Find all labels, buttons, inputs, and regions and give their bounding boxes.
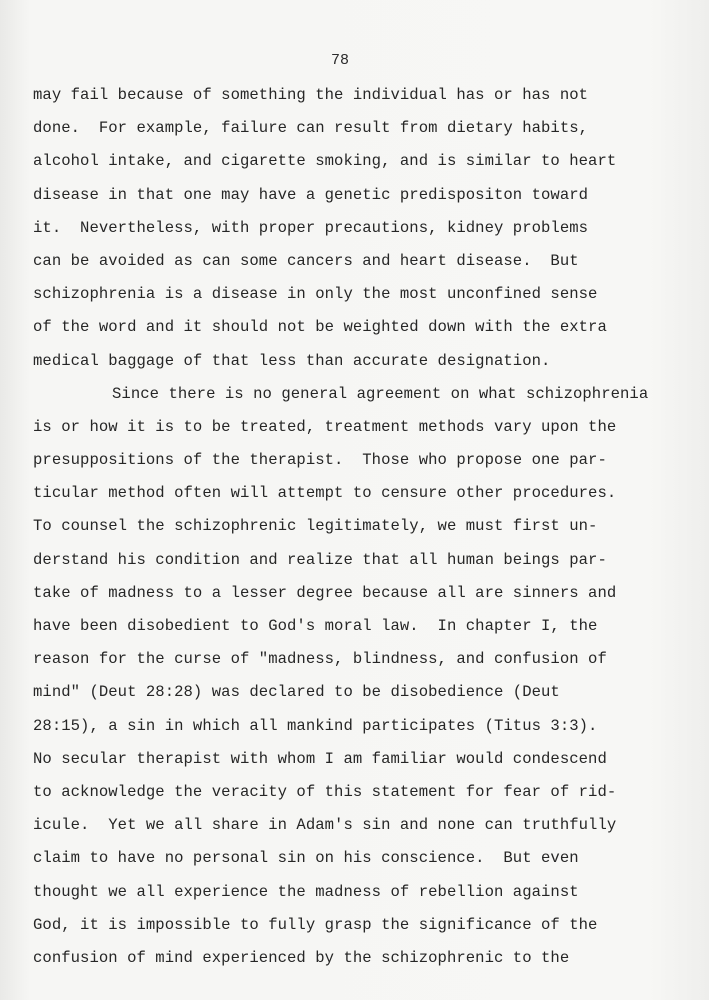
text-line: have been disobedient to God's moral law. In chapter I, the [33,617,598,635]
text-line: To counsel the schizophrenic legitimately, we must first un- [33,517,598,536]
text-line: 28:15), a sin in which all mankind participates (Titus 3:3). [33,716,598,735]
text-line: is or how it is to be treated, treatment methods vary upon the [33,417,617,436]
text-line: done. For example, failure can result from dietary habits, [33,119,589,138]
text-line: God, it is impossible to fully grasp the significance of the [33,915,598,934]
text-line: to acknowledge the veracity of this statement for fear of rid- [33,782,617,801]
paragraph-start-line: Since there is no general agreement on what schizophrenia [112,384,649,403]
text-line: derstand his condition and realize that all human beings par- [33,550,607,569]
text-line: ticular method often will attempt to censure other procedures. [33,484,617,503]
text-line: can be avoided as can some cancers and heart disease. But [33,251,579,270]
text-line: mind" (Deut 28:28) was declared to be disobedience (Deut [33,683,560,702]
text-line: it. Nevertheless, with proper precautions, kidney problems [33,218,589,237]
text-line: reason for the curse of "madness, blindness, and confusion of [33,650,607,669]
text-line: presuppositions of the therapist. Those who propose one par- [33,451,607,470]
text-line: disease in that one may have a genetic predispositon toward [33,185,589,204]
text-line: take of madness to a lesser degree because all are sinners and [33,583,617,602]
body-text [33,80,693,976]
text-line: icule. Yet we all share in Adam's sin and none can truthfully [33,816,617,835]
text-line: No secular therapist with whom I am familiar would condescend [33,749,607,768]
text-line: may fail because of something the individual has or has not [33,86,589,104]
text-line: of the word and it should not be weighted down with the extra [33,318,607,337]
text-line: schizophrenia is a disease in only the most unconfined sense [33,285,598,304]
text-line: claim to have no personal sin on his conscience. But even [33,849,579,868]
text-line: confusion of mind experienced by the schizophrenic to the [33,948,570,967]
text-line: thought we all experience the madness of rebellion against [33,882,579,901]
page-number: 78 [330,52,349,69]
text-line: medical baggage of that less than accurate designation. [33,351,551,370]
text-line: alcohol intake, and cigarette smoking, and is similar to heart [33,152,617,171]
